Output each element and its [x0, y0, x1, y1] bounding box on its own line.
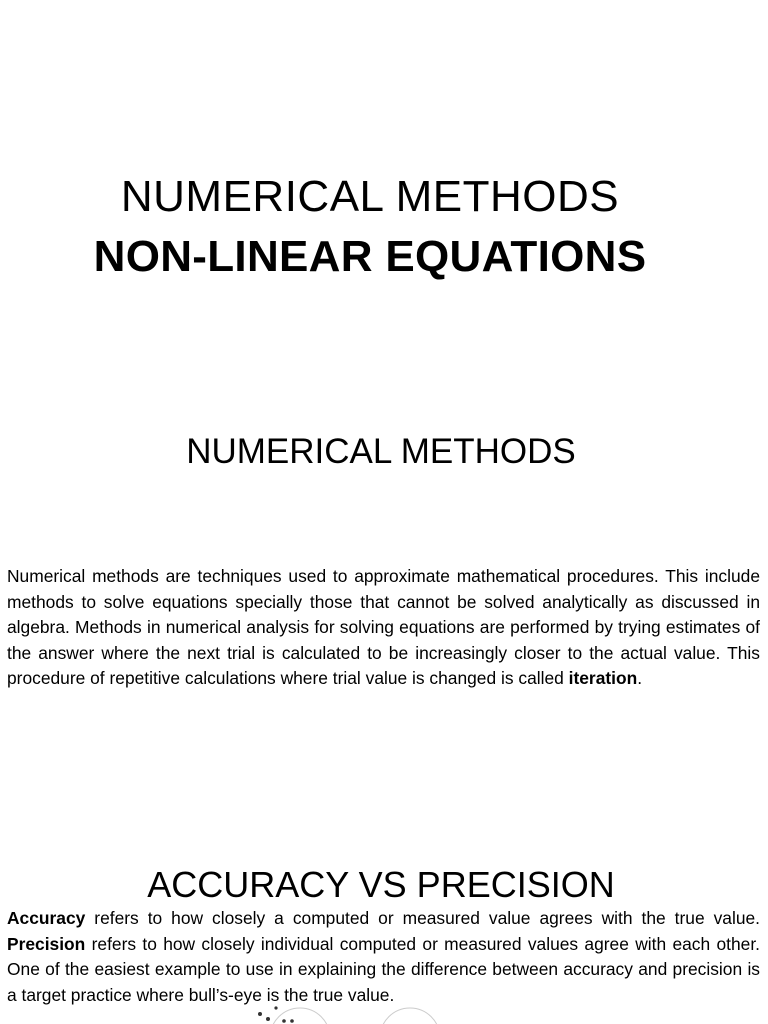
target-diagram [230, 1004, 470, 1024]
paragraph-numerical-methods [7, 564, 760, 692]
paragraph-accuracy-precision [7, 906, 760, 1008]
document-title: NUMERICAL METHODS [120, 172, 620, 221]
paragraph-text: Numerical methods are techniques used to approximate mathematical procedures. This include methods to solve equations specially those that cannot be solved analytically as discussed in algebra. Methods in numerical analysis for solving equations are performed by trying estimates of the answer where the next trial is calculated to be increasingly closer to the actual value. This procedure of repetitive calculations where trial value is changed is called [7, 566, 760, 689]
term-iteration: iteration [568, 668, 638, 689]
term-accuracy: Accuracy [7, 908, 86, 928]
section-heading-accuracy-vs-precision: ACCURACY VS PRECISION [147, 864, 615, 905]
term-precision: Precision [7, 933, 86, 954]
document-subtitle: NON-LINEAR EQUATIONS [93, 232, 647, 281]
section-heading-numerical-methods: NUMERICAL METHODS [186, 432, 576, 471]
target-right-icon [380, 1008, 440, 1024]
paragraph-period: . [637, 668, 643, 689]
target-left-icon [258, 1006, 330, 1024]
paragraph-text: refers to how closely a computed or measured value agrees with the true value. [85, 908, 760, 928]
paragraph-text: refers to how closely individual computed or measured values agree with each other. One of the easiest example to use in explaining the difference between accuracy and precision is a target practice where bull’s-eye is the true value. [7, 933, 760, 1005]
